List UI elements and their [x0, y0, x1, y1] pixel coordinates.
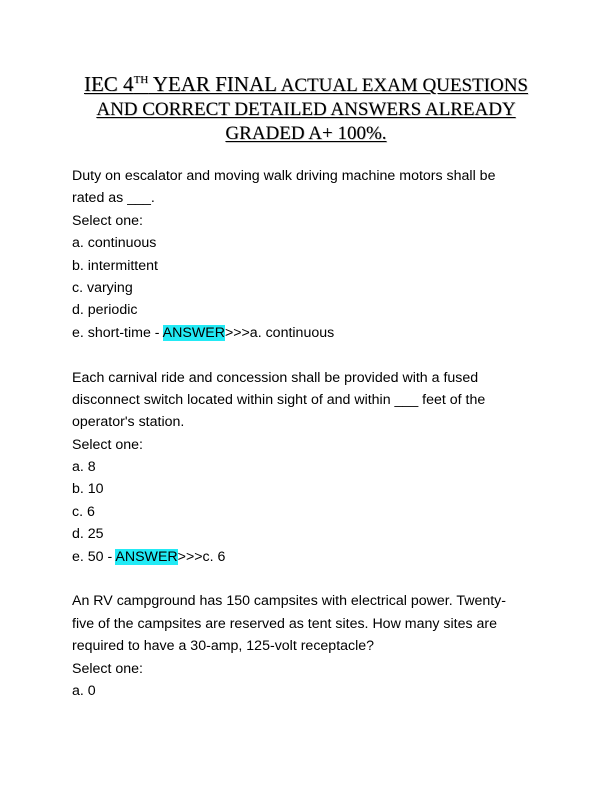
- answer-line: [72, 322, 542, 344]
- option-item: a. 0: [72, 682, 96, 699]
- question-text: five of the campsites are reserved as tent sites. How many sites are: [72, 615, 498, 632]
- title-line-1: IEC 4TH YEAR FINAL ACTUAL EXAM QUESTIONS: [83, 72, 528, 96]
- paragraph-gap: [72, 344, 542, 366]
- answer-line: [72, 546, 542, 568]
- document-title: [60, 72, 552, 146]
- question-text: operator's station.: [72, 414, 185, 431]
- question-text: disconnect switch located within sight of and within ___ feet of the: [72, 391, 486, 408]
- title-superscript: TH: [133, 74, 149, 86]
- title-line-3: GRADED A+ 100%.: [225, 123, 387, 144]
- question-block: [72, 590, 542, 702]
- question-text: An RV campground has 150 campsites with electrical power. Twenty-: [72, 593, 506, 610]
- question-text: Each carnival ride and concession shall be provided with a fused: [72, 369, 479, 386]
- answer-value: >>>c. 6: [177, 548, 226, 565]
- question-block: [72, 367, 542, 569]
- option-item: b. 10: [72, 481, 104, 498]
- select-prompt: Select one:: [72, 436, 143, 453]
- option-item: e. short-time -: [72, 324, 163, 341]
- option-item: c. 6: [72, 503, 95, 520]
- title-line-2: AND CORRECT DETAILED ANSWERS ALREADY: [96, 99, 516, 120]
- question-text: required to have a 30-amp, 125-volt receptacle?: [72, 638, 375, 655]
- option-item: b. intermittent: [72, 257, 158, 274]
- option-item: d. 25: [72, 526, 104, 543]
- answer-highlight: ANSWER: [162, 324, 225, 341]
- question-text: rated as ___.: [72, 190, 155, 207]
- option-item: a. continuous: [72, 235, 157, 252]
- select-prompt: Select one:: [72, 660, 143, 677]
- answer-highlight: ANSWER: [115, 548, 178, 565]
- option-item: d. periodic: [72, 302, 138, 319]
- select-prompt: Select one:: [72, 212, 143, 229]
- option-item: e. 50 -: [72, 548, 116, 565]
- document-body: [72, 165, 542, 702]
- option-item: c. varying: [72, 279, 133, 296]
- question-text: Duty on escalator and moving walk driving machine motors shall be: [72, 168, 496, 184]
- answer-value: >>>a. continuous: [224, 324, 335, 341]
- paragraph-gap: [72, 568, 542, 590]
- option-item: a. 8: [72, 459, 96, 476]
- question-block: [72, 165, 542, 344]
